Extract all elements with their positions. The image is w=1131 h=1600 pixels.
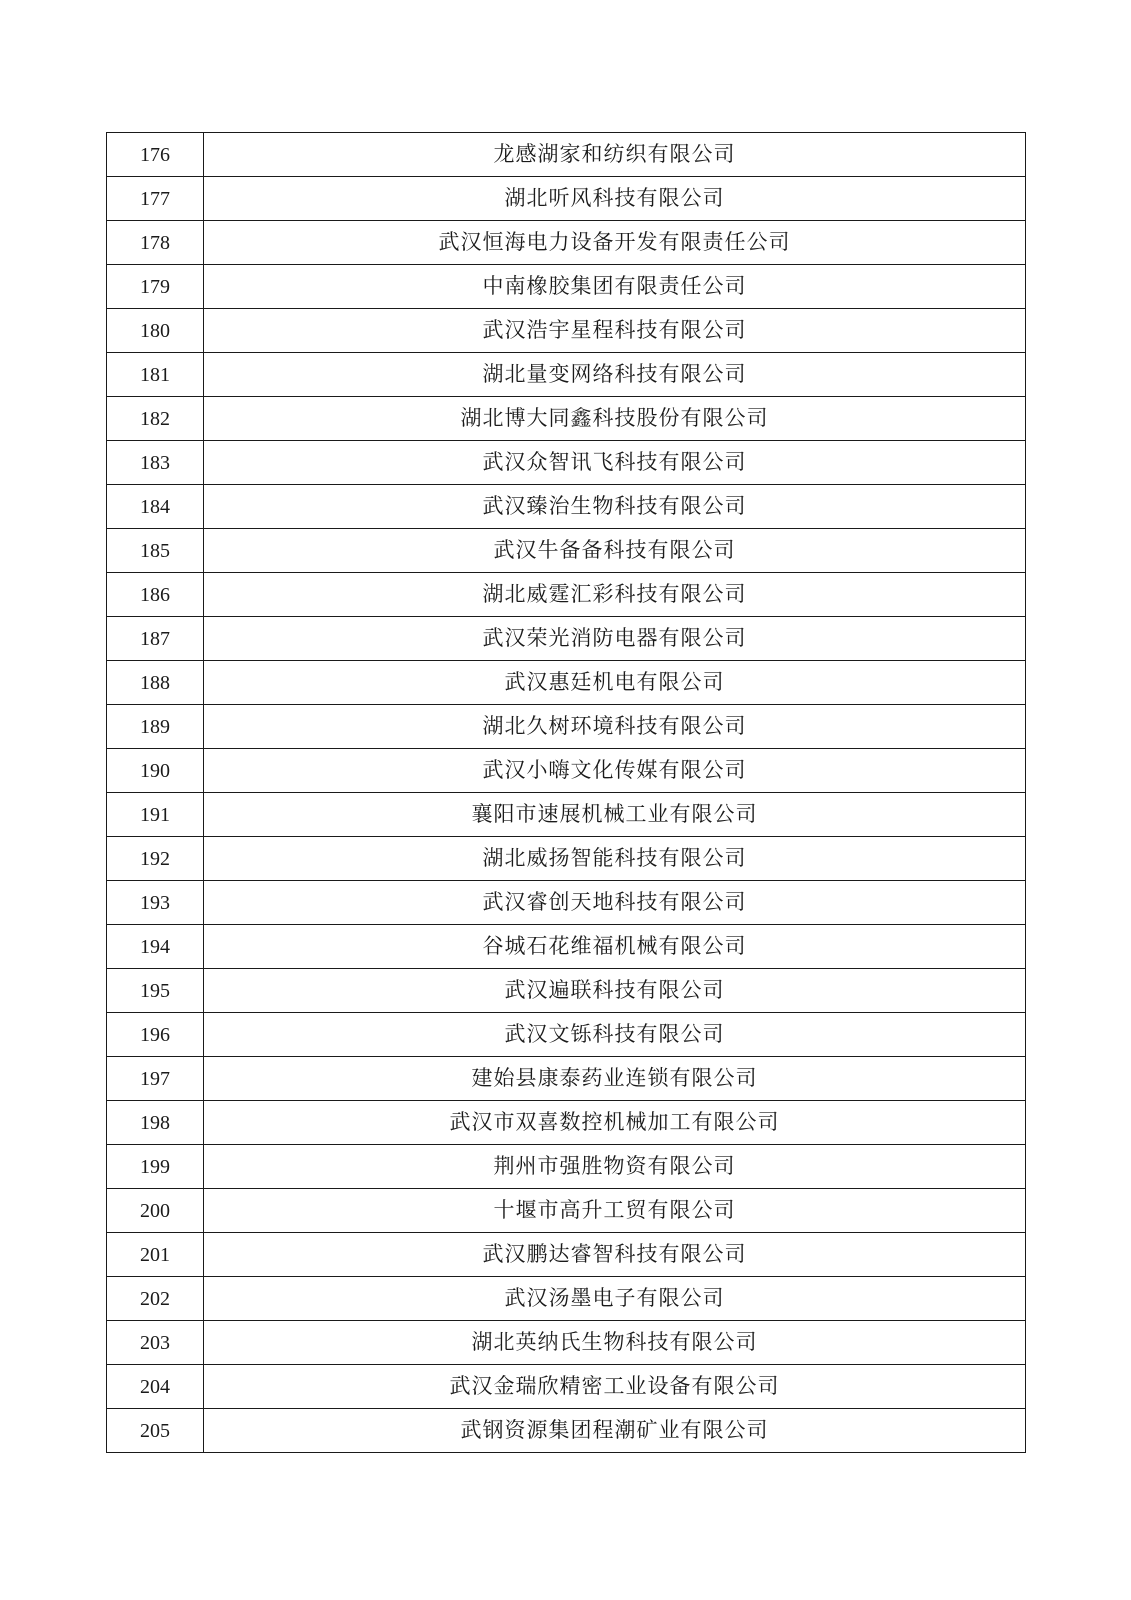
company-list-table	[106, 132, 1026, 1453]
company-name-cell: 武汉惠廷机电有限公司	[204, 661, 1026, 705]
company-name-cell: 武汉金瑞欣精密工业设备有限公司	[204, 1365, 1026, 1409]
row-number-cell: 180	[107, 309, 204, 353]
row-number-cell: 177	[107, 177, 204, 221]
row-number-cell: 179	[107, 265, 204, 309]
row-number-cell: 189	[107, 705, 204, 749]
table-row	[107, 397, 1026, 441]
company-name-cell: 湖北听风科技有限公司	[204, 177, 1026, 221]
company-name-cell: 中南橡胶集团有限责任公司	[204, 265, 1026, 309]
row-number-cell: 202	[107, 1277, 204, 1321]
company-name-cell: 建始县康泰药业连锁有限公司	[204, 1057, 1026, 1101]
table-row	[107, 441, 1026, 485]
row-number-cell: 192	[107, 837, 204, 881]
company-name-cell: 武汉汤墨电子有限公司	[204, 1277, 1026, 1321]
row-number-cell: 176	[107, 133, 204, 177]
company-name-cell: 荆州市强胜物资有限公司	[204, 1145, 1026, 1189]
row-number-cell: 178	[107, 221, 204, 265]
row-number-cell: 199	[107, 1145, 204, 1189]
table-row	[107, 1101, 1026, 1145]
row-number-cell: 198	[107, 1101, 204, 1145]
company-name-cell: 武汉众智讯飞科技有限公司	[204, 441, 1026, 485]
company-name-cell: 武汉鹏达睿智科技有限公司	[204, 1233, 1026, 1277]
company-name-cell: 谷城石花维福机械有限公司	[204, 925, 1026, 969]
table-row	[107, 1365, 1026, 1409]
company-list-body	[107, 133, 1026, 1453]
row-number-cell: 188	[107, 661, 204, 705]
row-number-cell: 204	[107, 1365, 204, 1409]
table-row	[107, 265, 1026, 309]
table-row	[107, 485, 1026, 529]
company-name-cell: 武钢资源集团程潮矿业有限公司	[204, 1409, 1026, 1453]
company-name-cell: 湖北博大同鑫科技股份有限公司	[204, 397, 1026, 441]
row-number-cell: 181	[107, 353, 204, 397]
company-name-cell: 武汉荣光消防电器有限公司	[204, 617, 1026, 661]
row-number-cell: 191	[107, 793, 204, 837]
row-number-cell: 194	[107, 925, 204, 969]
company-name-cell: 武汉遍联科技有限公司	[204, 969, 1026, 1013]
table-row	[107, 925, 1026, 969]
table-row	[107, 1321, 1026, 1365]
company-name-cell: 湖北英纳氏生物科技有限公司	[204, 1321, 1026, 1365]
table-row	[107, 617, 1026, 661]
row-number-cell: 197	[107, 1057, 204, 1101]
table-row	[107, 177, 1026, 221]
company-name-cell: 武汉市双喜数控机械加工有限公司	[204, 1101, 1026, 1145]
company-name-cell: 武汉小嗨文化传媒有限公司	[204, 749, 1026, 793]
table-row	[107, 529, 1026, 573]
company-name-cell: 武汉浩宇星程科技有限公司	[204, 309, 1026, 353]
company-name-cell: 武汉臻治生物科技有限公司	[204, 485, 1026, 529]
row-number-cell: 186	[107, 573, 204, 617]
table-row	[107, 309, 1026, 353]
table-row	[107, 793, 1026, 837]
row-number-cell: 185	[107, 529, 204, 573]
table-row	[107, 1013, 1026, 1057]
table-row	[107, 881, 1026, 925]
company-name-cell: 湖北量变网络科技有限公司	[204, 353, 1026, 397]
row-number-cell: 200	[107, 1189, 204, 1233]
table-row	[107, 705, 1026, 749]
table-row	[107, 573, 1026, 617]
table-row	[107, 1189, 1026, 1233]
row-number-cell: 184	[107, 485, 204, 529]
company-name-cell: 武汉恒海电力设备开发有限责任公司	[204, 221, 1026, 265]
company-name-cell: 武汉牛备备科技有限公司	[204, 529, 1026, 573]
company-name-cell: 十堰市高升工贸有限公司	[204, 1189, 1026, 1233]
row-number-cell: 183	[107, 441, 204, 485]
table-row	[107, 749, 1026, 793]
row-number-cell: 201	[107, 1233, 204, 1277]
table-row	[107, 661, 1026, 705]
company-name-cell: 武汉睿创天地科技有限公司	[204, 881, 1026, 925]
table-row	[107, 1233, 1026, 1277]
row-number-cell: 195	[107, 969, 204, 1013]
row-number-cell: 193	[107, 881, 204, 925]
company-name-cell: 武汉文铄科技有限公司	[204, 1013, 1026, 1057]
row-number-cell: 182	[107, 397, 204, 441]
table-row	[107, 1057, 1026, 1101]
table-row	[107, 1145, 1026, 1189]
table-row	[107, 221, 1026, 265]
table-row	[107, 969, 1026, 1013]
table-row	[107, 1409, 1026, 1453]
row-number-cell: 190	[107, 749, 204, 793]
company-name-cell: 湖北威霆汇彩科技有限公司	[204, 573, 1026, 617]
row-number-cell: 203	[107, 1321, 204, 1365]
company-name-cell: 湖北威扬智能科技有限公司	[204, 837, 1026, 881]
company-name-cell: 龙感湖家和纺织有限公司	[204, 133, 1026, 177]
table-row	[107, 1277, 1026, 1321]
row-number-cell: 205	[107, 1409, 204, 1453]
row-number-cell: 187	[107, 617, 204, 661]
company-name-cell: 襄阳市速展机械工业有限公司	[204, 793, 1026, 837]
table-row	[107, 133, 1026, 177]
company-name-cell: 湖北久树环境科技有限公司	[204, 705, 1026, 749]
table-row	[107, 837, 1026, 881]
row-number-cell: 196	[107, 1013, 204, 1057]
table-row	[107, 353, 1026, 397]
